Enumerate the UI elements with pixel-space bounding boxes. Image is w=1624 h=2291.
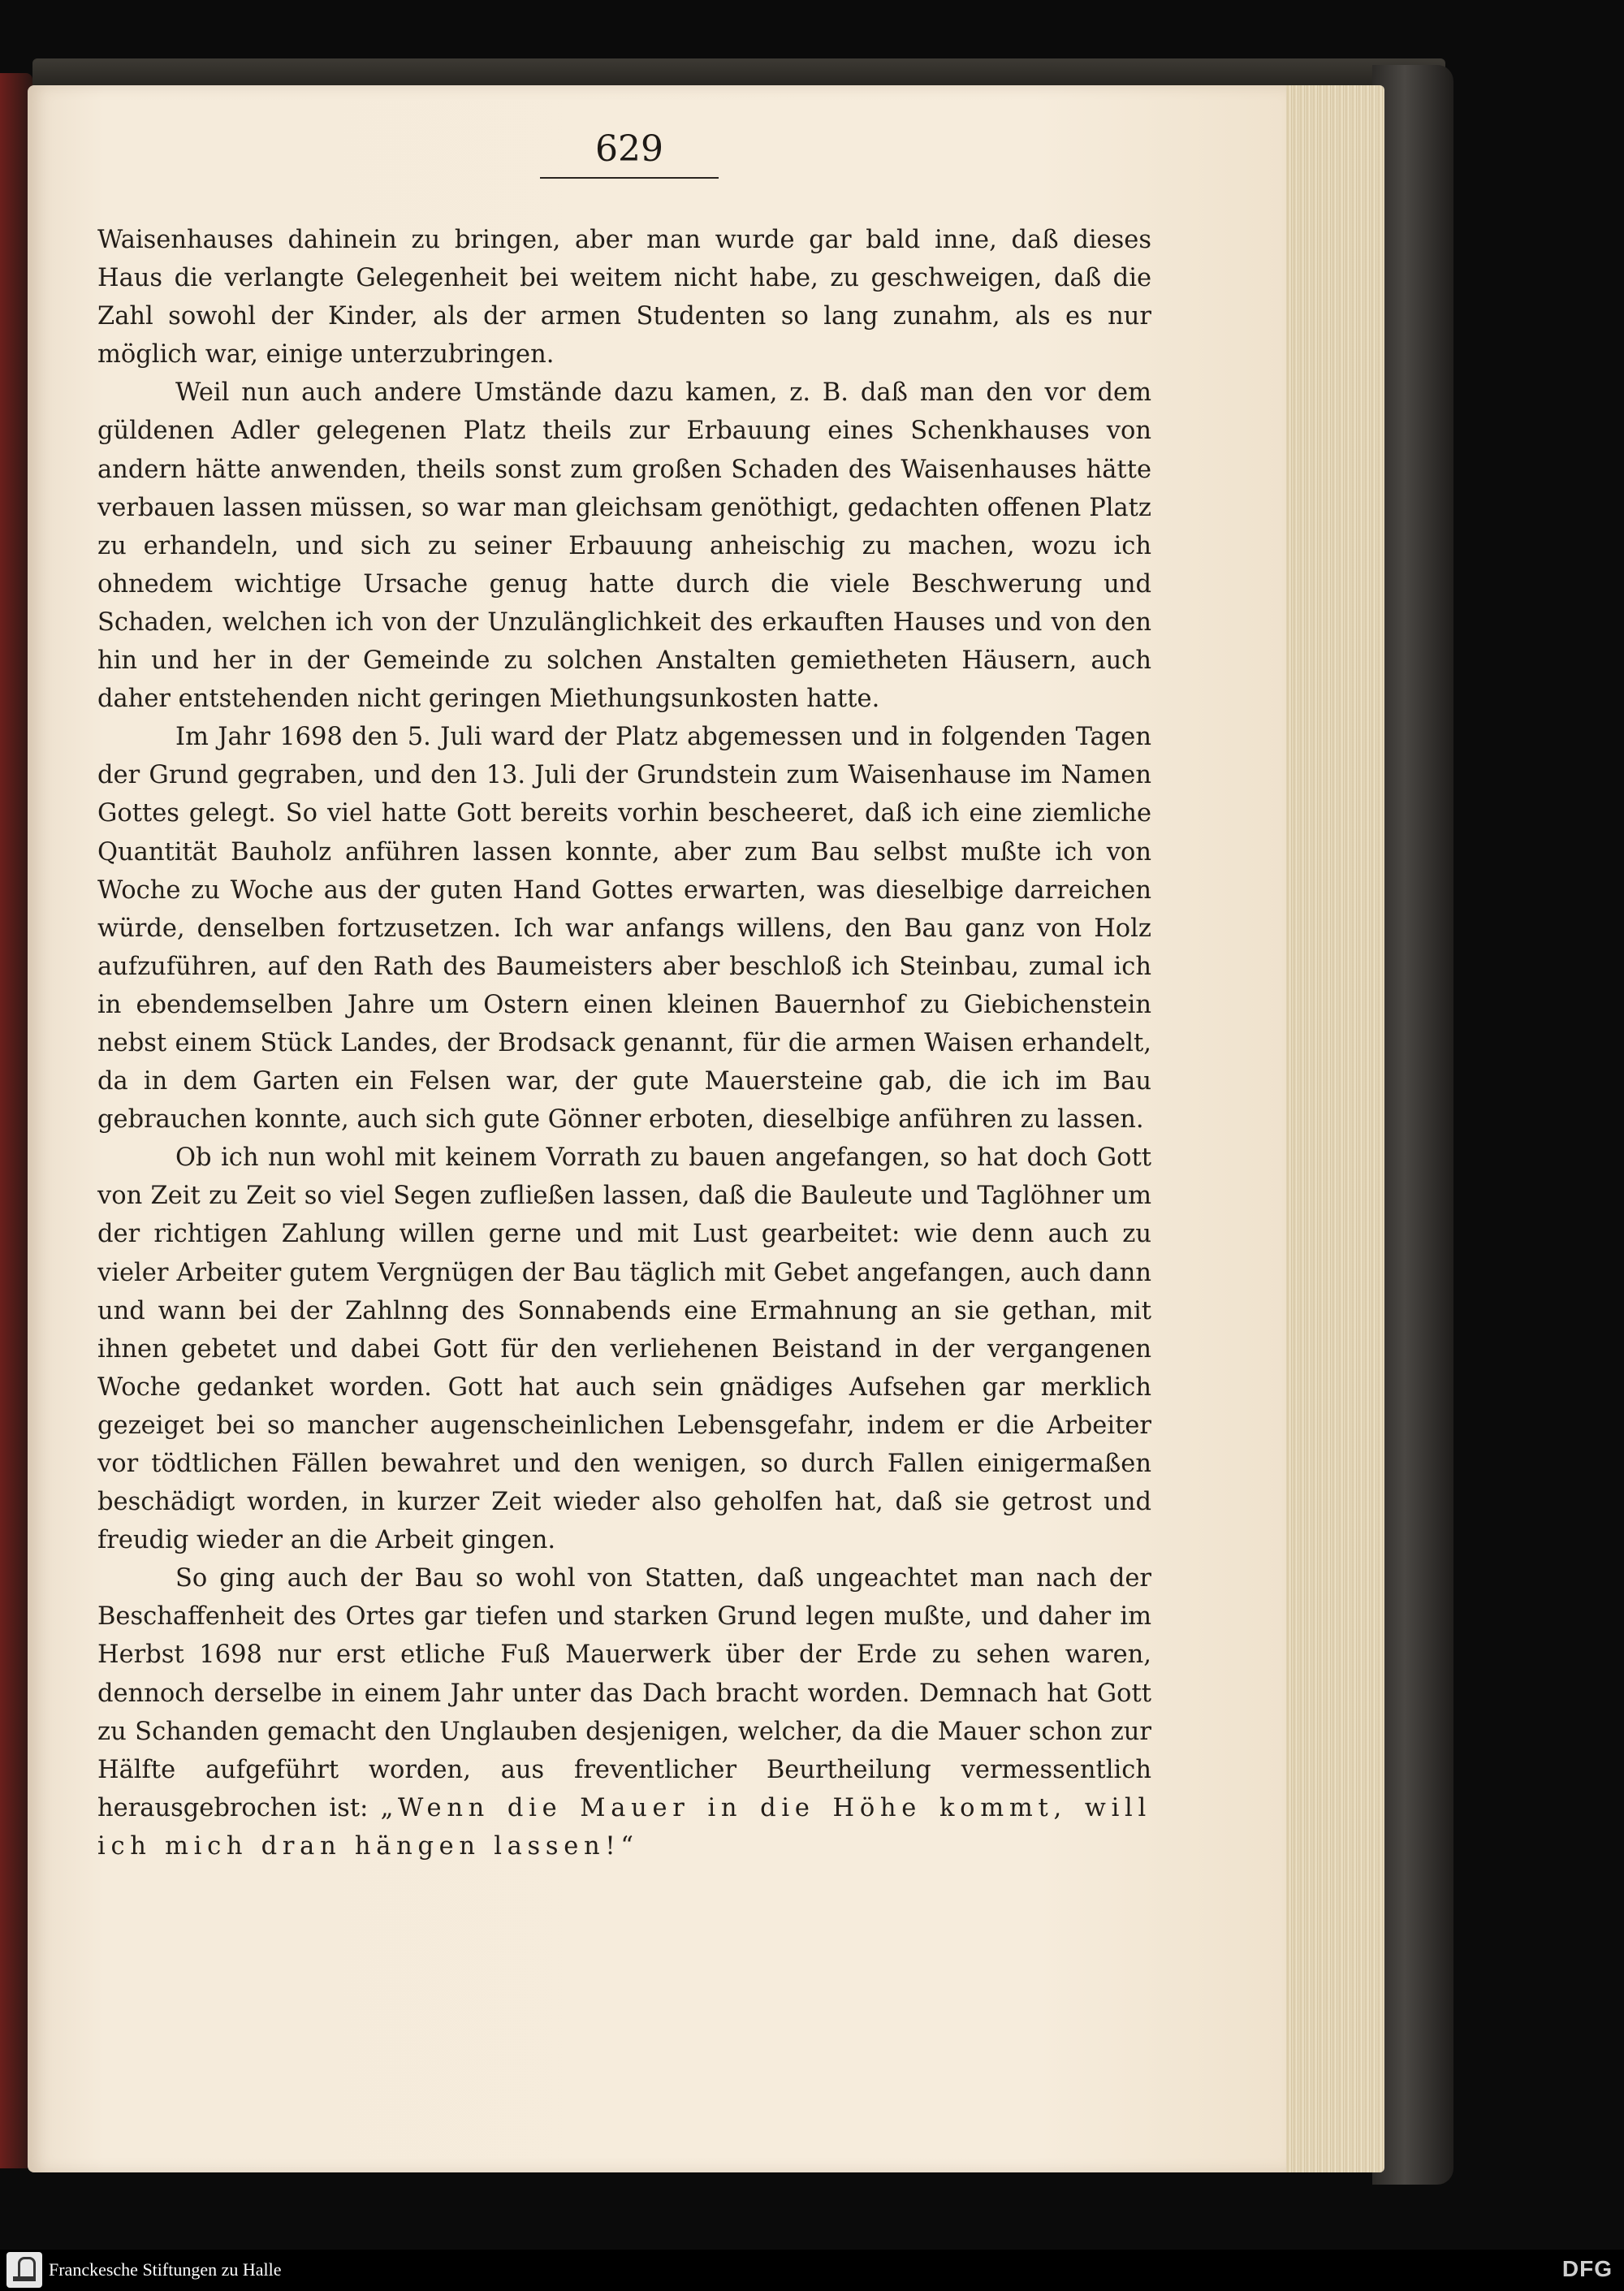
paragraph-5 <box>97 1559 1151 1865</box>
paragraph-1: Waisenhauses dahinein zu bringen, aber man wurde gar bald inne, daß dieses Haus die verlangte Gelegenheit bei weitem nicht habe, zu geschweigen, daß die Zahl sowohl der Kinder, als der armen Studenten so lang zunahm, als es nur möglich war, einige unterzubringen. <box>97 226 1151 370</box>
page-number-rule <box>540 177 719 179</box>
page-text <box>97 221 1151 1865</box>
paragraph-5-text: So ging auch der Bau so wohl von Statten, daß ungeachtet man nach der Beschaffenheit des Ortes gar tiefen und starken Grund legen mußte, und daher im Herbst 1698 nur erst etliche Fuß Mauerwerk über der Erde zu sehen waren, dennoch derselbe in einem Jahr unter das Dach bracht worden. Demnach hat Gott zu Schanden gemacht den Unglauben desjenigen, welcher, da die Mauer schon zur Hälfte aufgeführt worden, aus freventlicher Beurtheilung vermessentlich herausgebrochen ist: <box>97 1564 1151 1822</box>
quoted-saying: „Wenn die Mauer in die Höhe kommt, will ich mich dran hängen lassen!“ <box>97 1793 1151 1861</box>
page-edges <box>1279 85 1384 2172</box>
paragraph-2: Weil nun auch andere Umstände dazu kamen, z. B. daß man den vor dem güldenen Adler gelegenen Platz theils zur Erbauung eines Schenkhauses von andern hätte anwenden, theils sonst zum großen Schaden des Waisenhauses hätte verbauen lassen müssen, so war man gleichsam genöthigt, gedachten offenen Platz zu erhandeln, und sich zu seiner Erbauung anheischig zu machen, wozu ich ohnedem wichtige Ursache genug hatte durch die viele Beschwerung und Schaden, welchen ich von der Unzulänglichkeit des erkauften Hauses und von den hin und her in der Gemeinde zu solchen Anstalten gemietheten Häusern, auch daher entstehenden nicht geringen Miethungsunkosten hatte. <box>97 378 1151 714</box>
paragraph-4: Ob ich nun wohl mit keinem Vorrath zu bauen angefangen, so hat doch Gott von Zeit zu Zeit so viel Segen zufließen lassen, daß die Bauleute und Taglöhner um der richtigen Zahlung willen gerne und mit Lust gearbeitet: wie denn auch zu vieler Arbeiter gutem Vergnügen der Bau täglich mit Gebet angefangen, auch dann und wann bei der Zahlnng des Sonnabends eine Ermahnung an sie gethan, mit ihnen gebetet und dabei Gott für den verliehenen Beistand in der vergangenen Woche gedanket worden. Gott hat auch sein gnädiges Aufsehen gar merklich gezeiget bei so mancher augenscheinlichen Lebensgefahr, indem er die Arbeiter vor tödtlichen Fällen bewahret und den wenigen, so durch Fallen einigermaßen beschädigt worden, in kurzer Zeit wieder also geholfen hat, daß sie getrost und freudig wieder an die Arbeit gingen. <box>97 1143 1151 1555</box>
page-number: 629 <box>595 128 663 170</box>
dfg-badge: DFG <box>1561 2256 1613 2281</box>
paragraph-3: Im Jahr 1698 den 5. Juli ward der Platz abgemessen und in folgenden Tagen der Grund gegraben, und den 13. Juli der Grundstein zum Waisenhause im Namen Gottes gelegt. So viel hatte Gott bereits vorhin bescheeret, daß ich eine ziemliche Quantität Bauholz anführen lassen konnte, aber zum Bau selbst mußte ich von Woche zu Woche aus der guten Hand Gottes erwarten, was dieselbige darreichen würde, denselben fortzusetzen. Ich war anfangs willens, den Bau ganz von Holz aufzuführen, auf den Rath des Baumeisters aber beschloß ich Steinbau, zumal ich in ebendemselben Jahre um Ostern einen kleinen Bauernhof zu Giebichenstein nebst einem Stück Landes, der Brodsack genannt, für die armen Waisen erhandelt, da in dem Garten ein Felsen war, der gute Mauersteine gab, die ich im Bau gebrauchen konnte, auch sich gute Gönner erboten, dieselbige anführen zu lassen. <box>97 723 1151 1135</box>
book-back-cover <box>1372 65 1453 2185</box>
institution-label: Franckesche Stiftungen zu Halle <box>49 2259 282 2280</box>
foundation-logo-icon <box>6 2252 42 2288</box>
